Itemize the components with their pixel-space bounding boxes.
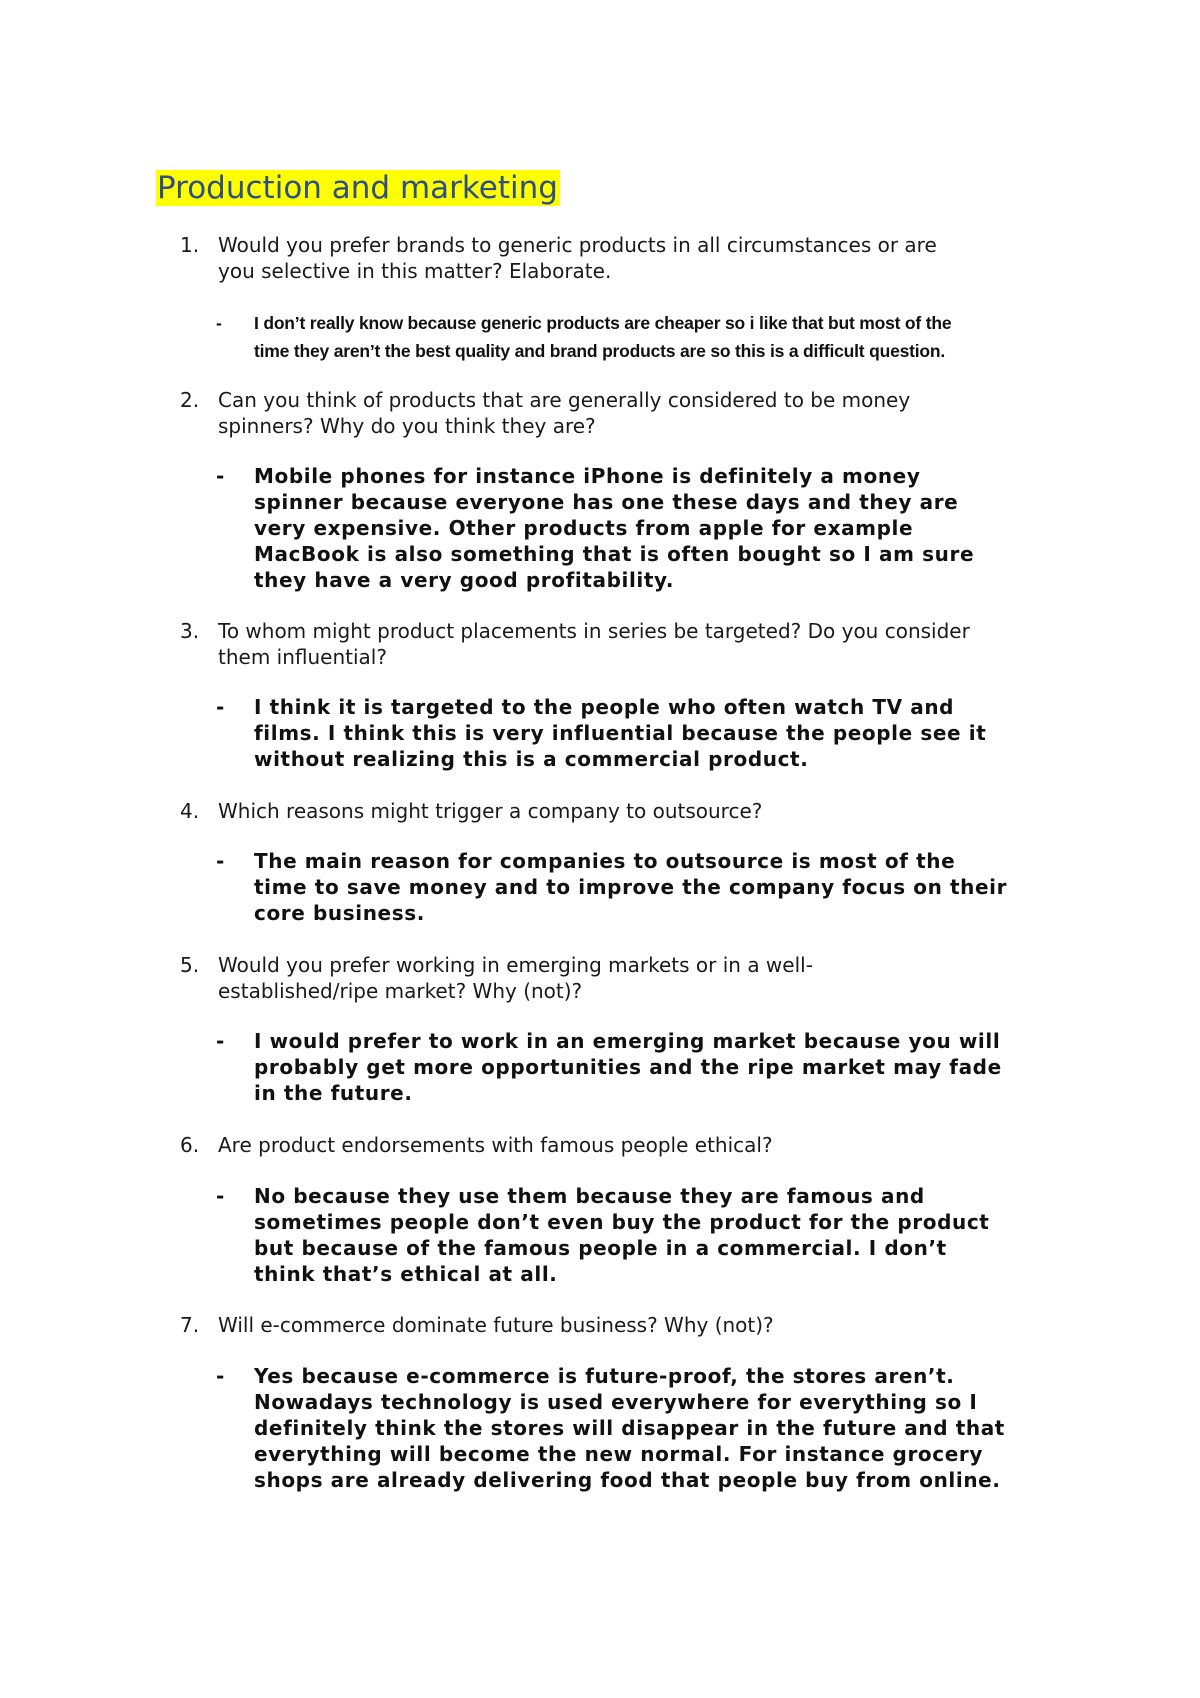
question-2 [180, 387, 1080, 439]
question-3 [180, 618, 1080, 670]
answer-dash: - [216, 1364, 225, 1388]
answer-6 [216, 1183, 1066, 1287]
answer-1 [216, 309, 1066, 365]
question-7 [180, 1312, 1080, 1338]
answer-3 [216, 694, 1066, 772]
answer-text: The main reason for companies to outsource is most of the time to save money and to improve the company focus on their core business. [254, 849, 1008, 925]
answer-dash: - [216, 313, 222, 333]
question-number: 6. [180, 1133, 200, 1157]
question-number: 2. [180, 388, 200, 412]
answer-dash: - [216, 1029, 225, 1053]
question-number: 5. [180, 953, 200, 977]
question-6 [180, 1132, 1080, 1158]
answer-dash: - [216, 464, 225, 488]
question-number: 4. [180, 799, 200, 823]
answer-text: I would prefer to work in an emerging market because you will probably get more opportunities and the ripe market may fade in the future. [254, 1029, 1002, 1105]
answer-4 [216, 848, 1066, 926]
answer-text: I don’t really know because generic products are cheaper so i like that but most of the time they aren’t the best quality and brand products are so this is a difficult question. [254, 313, 952, 361]
question-number: 3. [180, 619, 200, 643]
answer-text: Yes because e-commerce is future-proof, the stores aren’t. Nowadays technology is used everywhere for everything so I definitely think the stores will disappear in the future and that everything will become the new normal. For instance grocery shops are already delivering food that people buy from online. [254, 1364, 1005, 1492]
question-text: Would you prefer working in emerging markets or in a well- established/ripe market? Why (not)? [218, 953, 813, 1003]
question-text: Would you prefer brands to generic products in all circumstances or are you selective in this matter? Elaborate. [218, 233, 937, 283]
question-text: Can you think of products that are generally considered to be money spinners? Why do you think they are? [218, 388, 911, 438]
question-4 [180, 798, 1080, 824]
question-text: Which reasons might trigger a company to outsource? [218, 799, 763, 823]
answer-7 [216, 1363, 1066, 1493]
title-text: Production and marketing [157, 170, 558, 206]
question-1 [180, 232, 1080, 284]
question-5 [180, 952, 1080, 1004]
answer-text: Mobile phones for instance iPhone is definitely a money spinner because everyone has one these days and they are very expensive. Other products from apple for example MacBook is also something that is often bought so I am sure they have a very good profitability. [254, 464, 975, 592]
question-number: 7. [180, 1313, 200, 1337]
question-text: Will e-commerce dominate future business? Why (not)? [218, 1313, 774, 1337]
answer-5 [216, 1028, 1066, 1106]
answer-dash: - [216, 849, 225, 873]
answer-dash: - [216, 695, 225, 719]
answer-2 [216, 463, 1066, 593]
answer-text: No because they use them because they are famous and sometimes people don’t even buy the product for the product but because of the famous people in a commercial. I don’t think that’s ethical at all. [254, 1184, 990, 1286]
answer-text: I think it is targeted to the people who often watch TV and films. I think this is very influential because the people see it without realizing this is a commercial product. [254, 695, 987, 771]
answer-dash: - [216, 1184, 225, 1208]
question-number: 1. [180, 233, 200, 257]
page-title [156, 168, 560, 208]
question-text: Are product endorsements with famous people ethical? [218, 1133, 773, 1157]
question-text: To whom might product placements in series be targeted? Do you consider them influential? [218, 619, 970, 669]
